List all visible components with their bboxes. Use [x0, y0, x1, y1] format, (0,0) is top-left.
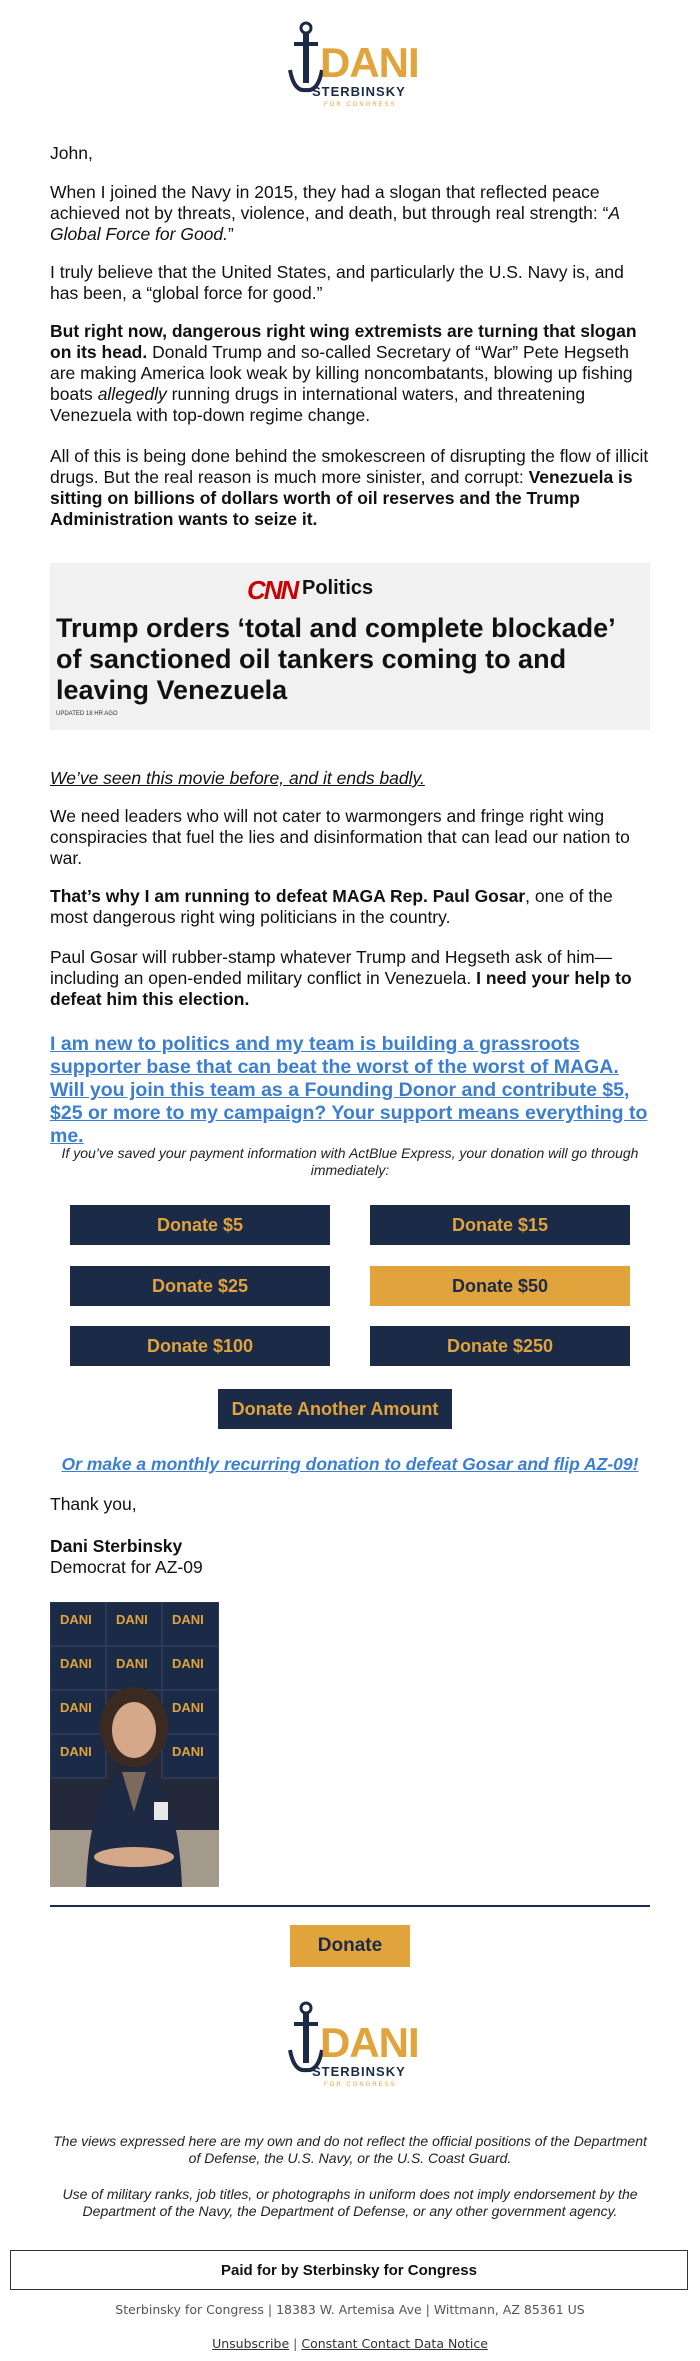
svg-text:DANI: DANI: [172, 1656, 204, 1671]
paid-for-box: Paid for by Sterbinsky for Congress: [10, 2250, 688, 2290]
donate-15-button[interactable]: Donate $15: [370, 1205, 630, 1245]
svg-text:DANI: DANI: [116, 1612, 148, 1627]
paragraph-navy-slogan: When I joined the Navy in 2015, they had a slogan that reflected peace achieved not by threats, violence, and death, but through real strength: “A Global Force for Good.”: [50, 182, 620, 244]
cnn-logo: CNN: [247, 575, 298, 605]
donate-100-button[interactable]: Donate $100: [70, 1326, 330, 1366]
footer-donate-button[interactable]: Donate: [290, 1925, 410, 1967]
cnn-updated: UPDATED 18 HR AGO: [56, 711, 118, 717]
sign-off: Thank you,: [50, 1494, 137, 1514]
monthly-donation-link[interactable]: Or make a monthly recurring donation to defeat Gosar and flip AZ-09!: [61, 1454, 639, 1474]
svg-text:DANI: DANI: [172, 1612, 204, 1627]
footer-logo-last-name: STERBINSKY: [312, 2064, 406, 2079]
campaign-logo[interactable]: [286, 20, 419, 110]
cnn-headline: Trump orders ‘total and complete blockade’ of sanctioned oil tankers coming to and leaving Venezuela: [56, 613, 615, 705]
donate-25-button[interactable]: Donate $25: [70, 1266, 330, 1306]
svg-text:DANI: DANI: [60, 1744, 92, 1759]
signature-title: Democrat for AZ-09: [50, 1557, 203, 1577]
greeting: John,: [50, 143, 93, 163]
paragraph-oil-reserves: All of this is being done behind the smokescreen of disrupting the flow of illicit drugs. But the real reason is much more sinister, and corrupt: Venezuela is sitting on billions of dollars worth of oil reserves and the Trump Administration wants to seize it.: [50, 446, 649, 529]
footer-divider: [50, 1905, 650, 1907]
donate-5-button[interactable]: Donate $5: [70, 1205, 330, 1245]
svg-text:DANI: DANI: [172, 1744, 204, 1759]
donate-250-button[interactable]: Donate $250: [370, 1326, 630, 1366]
svg-text:DANI: DANI: [116, 1656, 148, 1671]
candidate-photo[interactable]: [50, 1602, 219, 1887]
footer-links: [0, 2336, 700, 2351]
disclaimer-views: The views expressed here are my own and do not reflect the official positions of the Department of Defense, the U.S. Navy, or the U.S. Coast Guard.: [53, 2133, 647, 2166]
logo-last-name: STERBINSKY: [312, 84, 406, 99]
logo-tagline: FOR CONGRESS: [324, 102, 397, 108]
svg-text:DANI: DANI: [172, 1700, 204, 1715]
footer-campaign-logo[interactable]: [286, 2000, 419, 2090]
founding-donor-link[interactable]: I am new to politics and my team is building a grassroots supporter base that can beat the worst of the worst of MAGA. Will you join this team as a Founding Donor and contribute $5, $25 or more to my campaign? Your support means everything to me.: [50, 1033, 648, 1147]
footer-logo-tagline: FOR CONGRESS: [324, 2082, 397, 2088]
paragraph-extremists: But right now, dangerous right wing extremists are turning that slogan on its head. Donald Trump and so-called Secretary of “War” Pete Hegseth are making America look weak by killing noncombatants, blowing up fishing boats allegedly running drugs in international waters, and threatening Venezuela with top-down regime change.: [50, 321, 637, 425]
logo-first-name: DANI: [320, 39, 419, 86]
paragraph-rubber-stamp: Paul Gosar will rubber-stamp whatever Trump and Hegseth ask of him—including an open-ended military conflict in Venezuela. I need your help to defeat him this election.: [50, 947, 632, 1009]
cnn-headline-image[interactable]: [50, 563, 650, 730]
data-notice-link[interactable]: Constant Contact Data Notice: [301, 2336, 488, 2351]
svg-text:DANI: DANI: [60, 1656, 92, 1671]
signature-name: Dani Sterbinsky: [50, 1536, 183, 1556]
cnn-section: Politics: [302, 577, 374, 599]
donate-50-button[interactable]: Donate $50: [370, 1266, 630, 1306]
paragraph-defeat-gosar: That’s why I am running to defeat MAGA Rep. Paul Gosar, one of the most dangerous right wing politicians in the country.: [50, 886, 613, 927]
paragraph-movie: We’ve seen this movie before, and it ends badly.: [50, 768, 425, 788]
footer-address: Sterbinsky for Congress | 18383 W. Artemisa Ave | Wittmann, AZ 85361 US: [115, 2302, 585, 2317]
footer-logo-first-name: DANI: [320, 2019, 419, 2066]
actblue-express-note: If you’ve saved your payment information with ActBlue Express, your donation will go through immediately:: [61, 1145, 639, 1178]
unsubscribe-link[interactable]: Unsubscribe: [212, 2336, 290, 2351]
paragraph-global-force: I truly believe that the United States, and particularly the U.S. Navy is, and has been, a “global force for good.”: [50, 262, 624, 303]
donate-another-amount-button[interactable]: Donate Another Amount: [218, 1389, 452, 1429]
disclaimer-uniform: Use of military ranks, job titles, or photographs in uniform does not imply endorsement by the Department of the Navy, the Department of Defense, or any other government agency.: [62, 2186, 638, 2219]
photo-illustration: [50, 1602, 219, 1887]
footer-link-separator: |: [293, 2336, 298, 2351]
svg-text:DANI: DANI: [60, 1700, 92, 1715]
paragraph-leaders: We need leaders who will not cater to warmongers and fringe right wing conspiracies that fuel the lies and disinformation that can lead our nation to war.: [50, 806, 630, 868]
svg-text:DANI: DANI: [60, 1612, 92, 1627]
